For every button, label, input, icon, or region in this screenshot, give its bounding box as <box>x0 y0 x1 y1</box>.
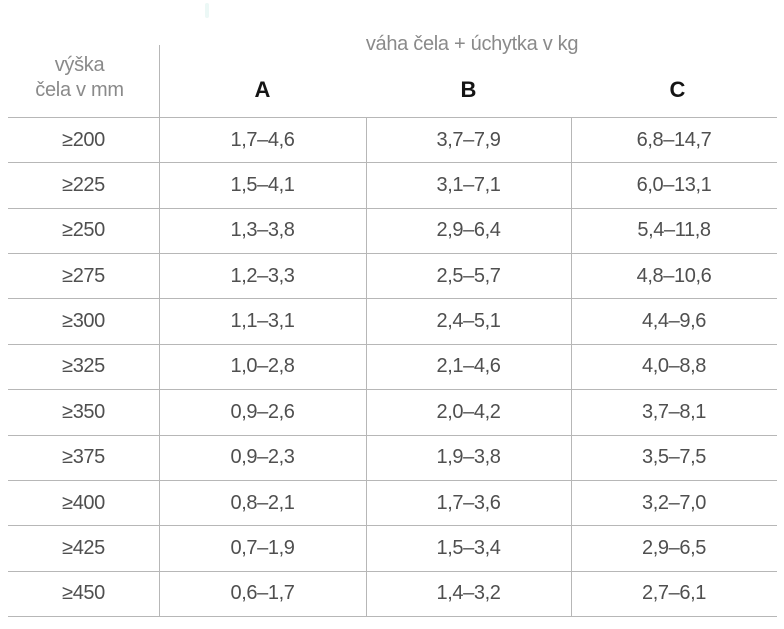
column-header-a: A <box>254 77 271 102</box>
table-row <box>8 435 777 480</box>
row-axis-header <box>0 53 159 103</box>
height-cell: ≥200 <box>62 128 105 151</box>
table-row <box>8 571 777 616</box>
scan-artifact <box>205 3 209 18</box>
height-cell: ≥400 <box>62 491 105 514</box>
row-axis-header-line1: výška <box>54 54 105 76</box>
weight-cell-a: 1,3–3,8 <box>230 219 295 242</box>
weight-cell-b: 3,7–7,9 <box>436 128 501 151</box>
height-cell: ≥325 <box>62 355 105 378</box>
weight-cell-a: 1,5–4,1 <box>230 174 295 197</box>
weight-cell-c: 4,8–10,6 <box>636 264 712 287</box>
weight-cell-b: 3,1–7,1 <box>436 174 501 197</box>
weight-cell-b: 1,4–3,2 <box>436 582 501 605</box>
weight-cell-a: 1,1–3,1 <box>230 310 295 333</box>
row-axis-header-line2: čela v mm <box>35 79 124 101</box>
weight-cell-b: 1,9–3,8 <box>436 446 501 469</box>
height-cell: ≥300 <box>62 310 105 333</box>
table-row <box>8 480 777 525</box>
weight-cell-a: 1,7–4,6 <box>230 128 295 151</box>
table-row <box>8 162 777 207</box>
weight-cell-b: 2,0–4,2 <box>436 400 501 423</box>
table-row <box>8 117 777 162</box>
weight-cell-a: 0,9–2,3 <box>230 446 295 469</box>
weight-cell-a: 0,6–1,7 <box>230 582 295 605</box>
weight-cell-b: 2,5–5,7 <box>436 264 501 287</box>
weight-cell-a: 0,9–2,6 <box>230 400 295 423</box>
weight-cell-c: 3,2–7,0 <box>642 491 706 514</box>
height-cell: ≥350 <box>62 400 105 423</box>
height-cell: ≥225 <box>62 174 105 197</box>
table-row <box>8 525 777 570</box>
table-row <box>8 344 777 389</box>
column-header-b: B <box>460 77 477 102</box>
weight-cell-c: 6,0–13,1 <box>636 174 712 197</box>
column-header-c: C <box>669 77 686 102</box>
column-group-header: váha čela + úchytka v kg <box>365 33 579 55</box>
weight-cell-a: 1,0–2,8 <box>230 355 295 378</box>
weight-cell-b: 2,4–5,1 <box>436 310 501 333</box>
height-cell: ≥250 <box>62 219 105 242</box>
weight-cell-a: 0,7–1,9 <box>230 536 295 559</box>
weight-cell-c: 4,4–9,6 <box>642 310 706 333</box>
weight-cell-c: 5,4–11,8 <box>637 219 711 242</box>
weight-cell-c: 4,0–8,8 <box>642 355 706 378</box>
height-cell: ≥375 <box>62 446 105 469</box>
weight-cell-c: 2,7–6,1 <box>642 582 706 605</box>
weight-cell-b: 2,9–6,4 <box>436 219 501 242</box>
height-cell: ≥275 <box>62 264 105 287</box>
table-body <box>8 117 777 617</box>
weight-cell-b: 2,1–4,6 <box>436 355 501 378</box>
weight-cell-a: 0,8–2,1 <box>230 491 295 514</box>
table-row <box>8 389 777 434</box>
weight-cell-b: 1,5–3,4 <box>436 536 501 559</box>
height-cell: ≥450 <box>62 582 105 605</box>
weight-cell-c: 3,5–7,5 <box>642 446 706 469</box>
table-row <box>8 298 777 343</box>
weight-cell-c: 2,9–6,5 <box>642 536 706 559</box>
table-row <box>8 208 777 253</box>
weight-cell-c: 3,7–8,1 <box>642 400 706 423</box>
weight-cell-c: 6,8–14,7 <box>636 128 712 151</box>
weight-cell-a: 1,2–3,3 <box>230 264 295 287</box>
height-cell: ≥425 <box>62 536 105 559</box>
table-row <box>8 253 777 298</box>
weight-cell-b: 1,7–3,6 <box>436 491 501 514</box>
